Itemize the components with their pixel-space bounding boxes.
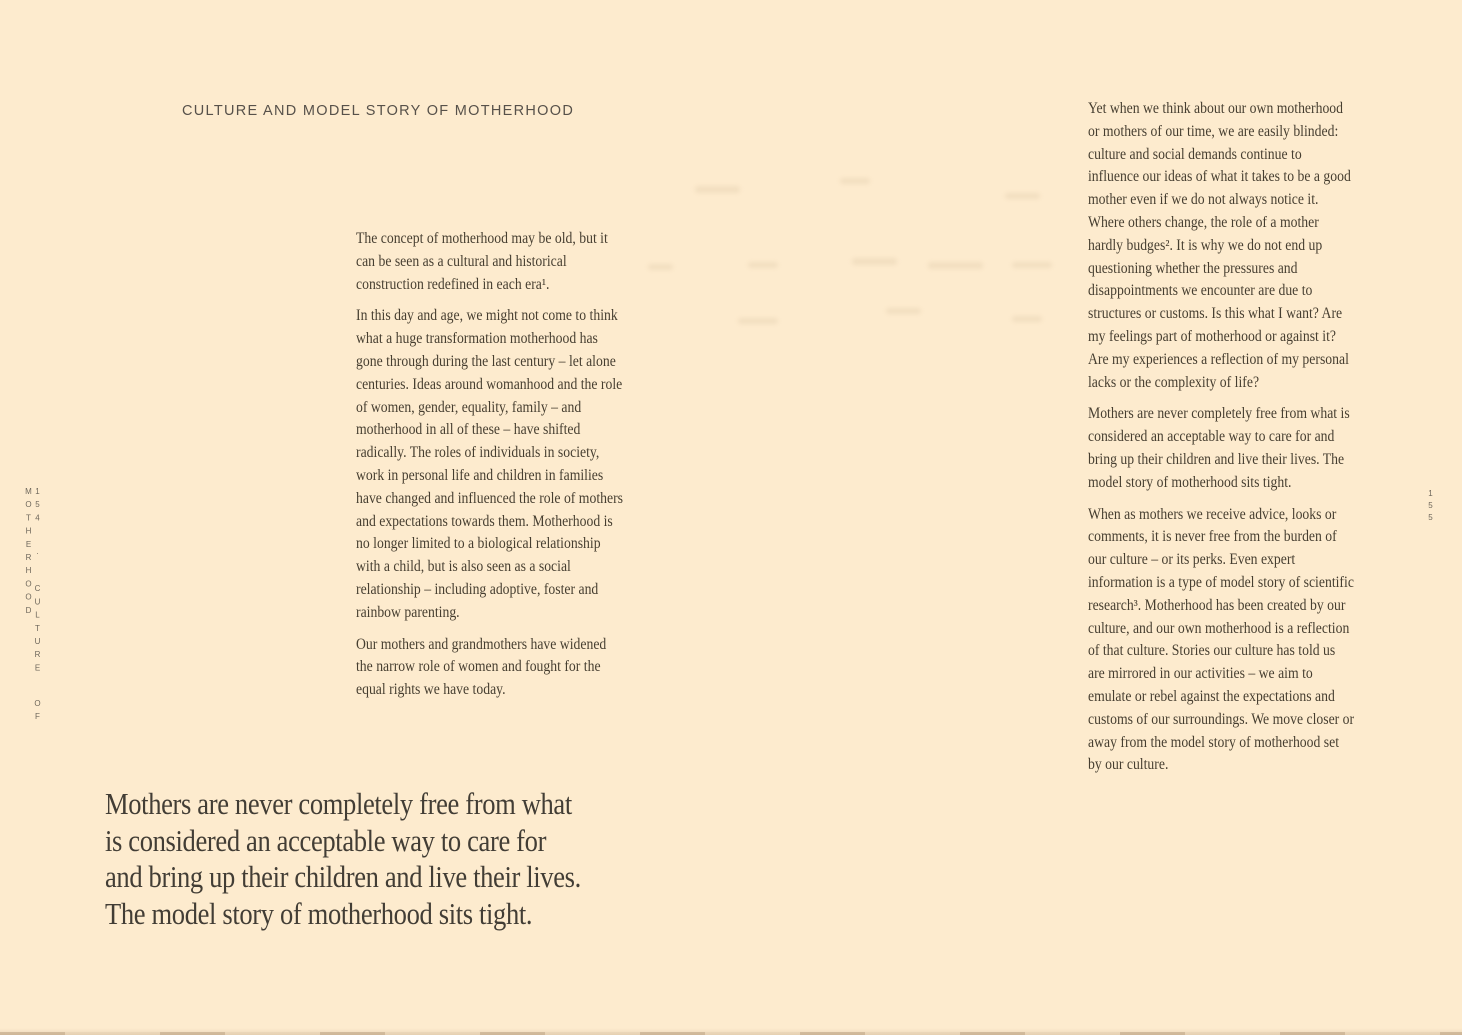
pull-quote-line: The model story of motherhood sits tight. bbox=[105, 896, 533, 931]
body-paragraph: The concept of motherhood may be old, but it can be seen as a cultural and historical construction redefined in each era¹. bbox=[356, 230, 608, 293]
pull-quote-line: Mothers are never completely free from what bbox=[105, 787, 572, 821]
right-page-margin-label: 155 bbox=[1426, 489, 1435, 525]
body-paragraph: Mothers are never completely free from what is considered an acceptable way to care for and bring up their children and live their lives. The model story of motherhood sits tight. bbox=[1088, 405, 1350, 491]
showthrough-mark bbox=[748, 262, 778, 268]
pull-quote-line: and bring up their children and live their lives. bbox=[105, 860, 581, 894]
showthrough-mark bbox=[886, 308, 921, 314]
showthrough-mark bbox=[840, 178, 870, 184]
pull-quote-line: is considered an acceptable way to care for bbox=[105, 823, 547, 858]
showthrough-mark bbox=[695, 186, 740, 193]
body-paragraph: When as mothers we receive advice, looks or comments, it is never free from the burden of our culture – or its perks. Even expert information is a type of model story of scientific research³. Motherhood has been created by our culture, and our own motherhood is a reflection of that culture. Stories our culture has told us are mirrored in our activities – we aim to emulate or rebel against the expectations and customs of our surroundings. We move closer or away from the model story of motherhood set by our culture. bbox=[1088, 505, 1355, 774]
left-page-margin-label: 154 · CULTURE OF MOTHERHOOD bbox=[24, 487, 42, 726]
left-text-column bbox=[356, 228, 623, 711]
body-paragraph: In this day and age, we might not come to think what a huge transformation motherhood has gone through during the last century – let alone centuries. Ideas around womanhood and the role of women, gender, equality, family – and motherhood in all of these – have shifted radically. The roles of individuals in society, work in personal life and children in families have changed and influenced the role of mothers and expectations towards them. Motherhood is no longer limited to a biological relationship with a child, but is also seen as a social relationship – including adoptive, foster and rainbow parenting. bbox=[356, 307, 624, 621]
showthrough-mark bbox=[852, 258, 897, 265]
body-paragraph: Our mothers and grandmothers have widened the narrow role of women and fought for the equal rights we have today. bbox=[356, 635, 607, 699]
showthrough-mark bbox=[1005, 193, 1040, 199]
showthrough-mark bbox=[738, 318, 778, 324]
showthrough-mark bbox=[1012, 316, 1042, 322]
showthrough-mark bbox=[928, 262, 983, 269]
body-paragraph: Yet when we think about our own motherhood or mothers of our time, we are easily blinded: culture and social demands continue to influence our ideas of what it takes to be a good mother even if we do not always notice it. Where others change, the role of a mother hardly budges². It is why we do not end up questioning whether the pressures and disappointments we encounter are due to structures or customs. Is this what I want? Are my feelings part of motherhood or against it? Are my experiences a reflection of my personal lacks or the complexity of life? bbox=[1088, 100, 1351, 391]
pull-quote bbox=[105, 786, 581, 932]
section-heading: CULTURE AND MODEL STORY OF MOTHERHOOD bbox=[182, 103, 575, 119]
showthrough-mark bbox=[648, 264, 673, 270]
page-edge bbox=[0, 1028, 1462, 1035]
showthrough-mark bbox=[1012, 262, 1052, 268]
right-text-column bbox=[1088, 98, 1355, 786]
